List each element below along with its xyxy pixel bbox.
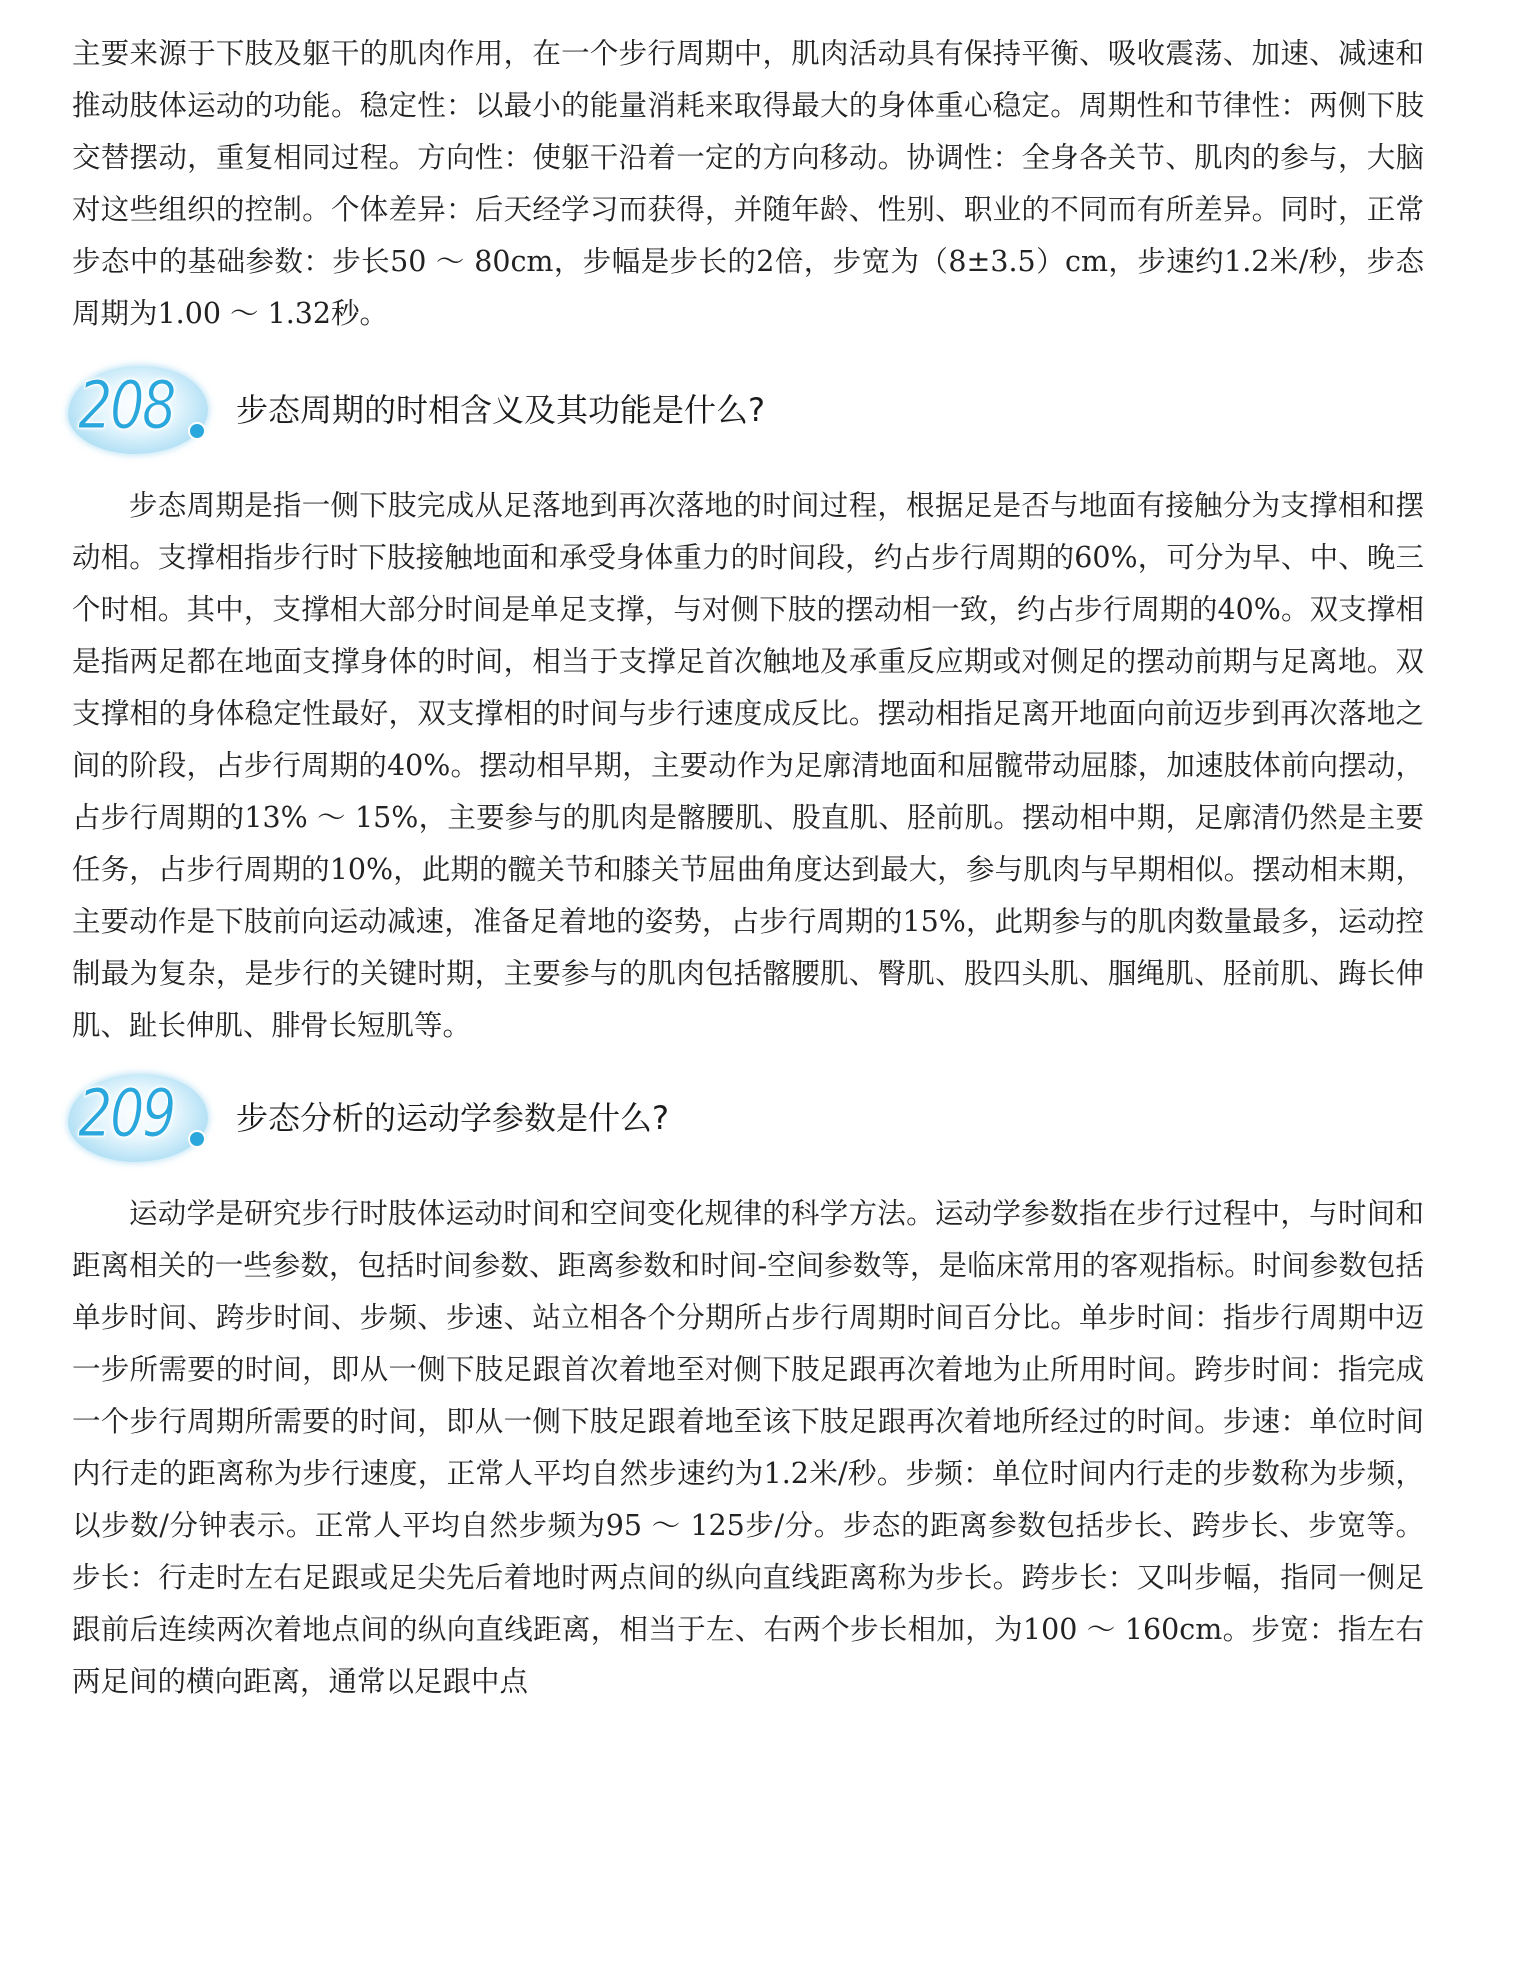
question-title: 步态周期的时相含义及其功能是什么? — [236, 391, 765, 429]
question-number: 208 — [78, 367, 174, 444]
badge-dot — [188, 422, 206, 440]
question-number: 209 — [78, 1075, 174, 1152]
question-number-badge — [68, 1068, 216, 1168]
page-content — [72, 28, 1424, 1708]
intro-paragraph: 主要来源于下肢及躯干的肌肉作用，在一个步行周期中，肌肉活动具有保持平衡、吸收震荡、加速、减速和推动肢体运动的功能。稳定性：以最小的能量消耗来取得最大的身体重心稳定。周期性和节律性：两侧下肢交替摆动，重复相同过程。方向性：使躯干沿着一定的方向移动。协调性：全身各关节、肌肉的参与，大脑对这些组织的控制。个体差异：后天经学习而获得，并随年龄、性别、职业的不同而有所差异。同时，正常步态中的基础参数：步长50 ～ 80cm，步幅是步长的2倍，步宽为（8±3.5）cm，步速约1.2米/秒，步态周期为1.00 ～ 1.32秒。 — [72, 37, 1424, 330]
badge-dot — [188, 1130, 206, 1148]
question-title: 步态分析的运动学参数是什么? — [236, 1099, 669, 1137]
question-heading-208 — [72, 356, 1424, 474]
question-number-badge — [68, 360, 216, 460]
answer-paragraph-208: 步态周期是指一侧下肢完成从足落地到再次落地的时间过程，根据足是否与地面有接触分为支撑相和摆动相。支撑相指步行时下肢接触地面和承受身体重力的时间段，约占步行周期的60%，可分为早、中、晚三个时相。其中，支撑相大部分时间是单足支撑，与对侧下肢的摆动相一致，约占步行周期的40%。双支撑相是指两足都在地面支撑身体的时间，相当于支撑足首次触地及承重反应期或对侧足的摆动前期与足离地。双支撑相的身体稳定性最好，双支撑相的时间与步行速度成反比。摆动相指足离开地面向前迈步到再次落地之间的阶段，占步行周期的40%。摆动相早期，主要动作为足廓清地面和屈髋带动屈膝，加速肢体前向摆动，占步行周期的13% ～ 15%，主要参与的肌肉是髂腰肌、股直肌、胫前肌。摆动相中期，足廓清仍然是主要任务，占步行周期的10%，此期的髋关节和膝关节屈曲角度达到最大，参与肌肉与早期相似。摆动相末期，主要动作是下肢前向运动减速，准备足着地的姿势，占步行周期的15%，此期参与的肌肉数量最多，运动控制最为复杂，是步行的关键时期，主要参与的肌肉包括髂腰肌、臀肌、股四头肌、腘绳肌、胫前肌、踇长伸肌、趾长伸肌、腓骨长短肌等。 — [72, 489, 1424, 1042]
answer-paragraph-209: 运动学是研究步行时肢体运动时间和空间变化规律的科学方法。运动学参数指在步行过程中，与时间和距离相关的一些参数，包括时间参数、距离参数和时间-空间参数等，是临床常用的客观指标。时间参数包括单步时间、跨步时间、步频、步速、站立相各个分期所占步行周期时间百分比。单步时间：指步行周期中迈一步所需要的时间，即从一侧下肢足跟首次着地至对侧下肢足跟再次着地为止所用时间。跨步时间：指完成一个步行周期所需要的时间，即从一侧下肢足跟着地至该下肢足跟再次着地所经过的时间。步速：单位时间内行走的距离称为步行速度，正常人平均自然步速约为1.2米/秒。步频：单位时间内行走的步数称为步频，以步数/分钟表示。正常人平均自然步频为95 ～ 125步/分。步态的距离参数包括步长、跨步长、步宽等。步长：行走时左右足跟或足尖先后着地时两点间的纵向直线距离称为步长。跨步长：又叫步幅，指同一侧足跟前后连续两次着地点间的纵向直线距离，相当于左、右两个步长相加，为100 ～ 160cm。步宽：指左右两足间的横向距离，通常以足跟中点 — [72, 1197, 1424, 1698]
question-heading-209 — [72, 1064, 1424, 1182]
